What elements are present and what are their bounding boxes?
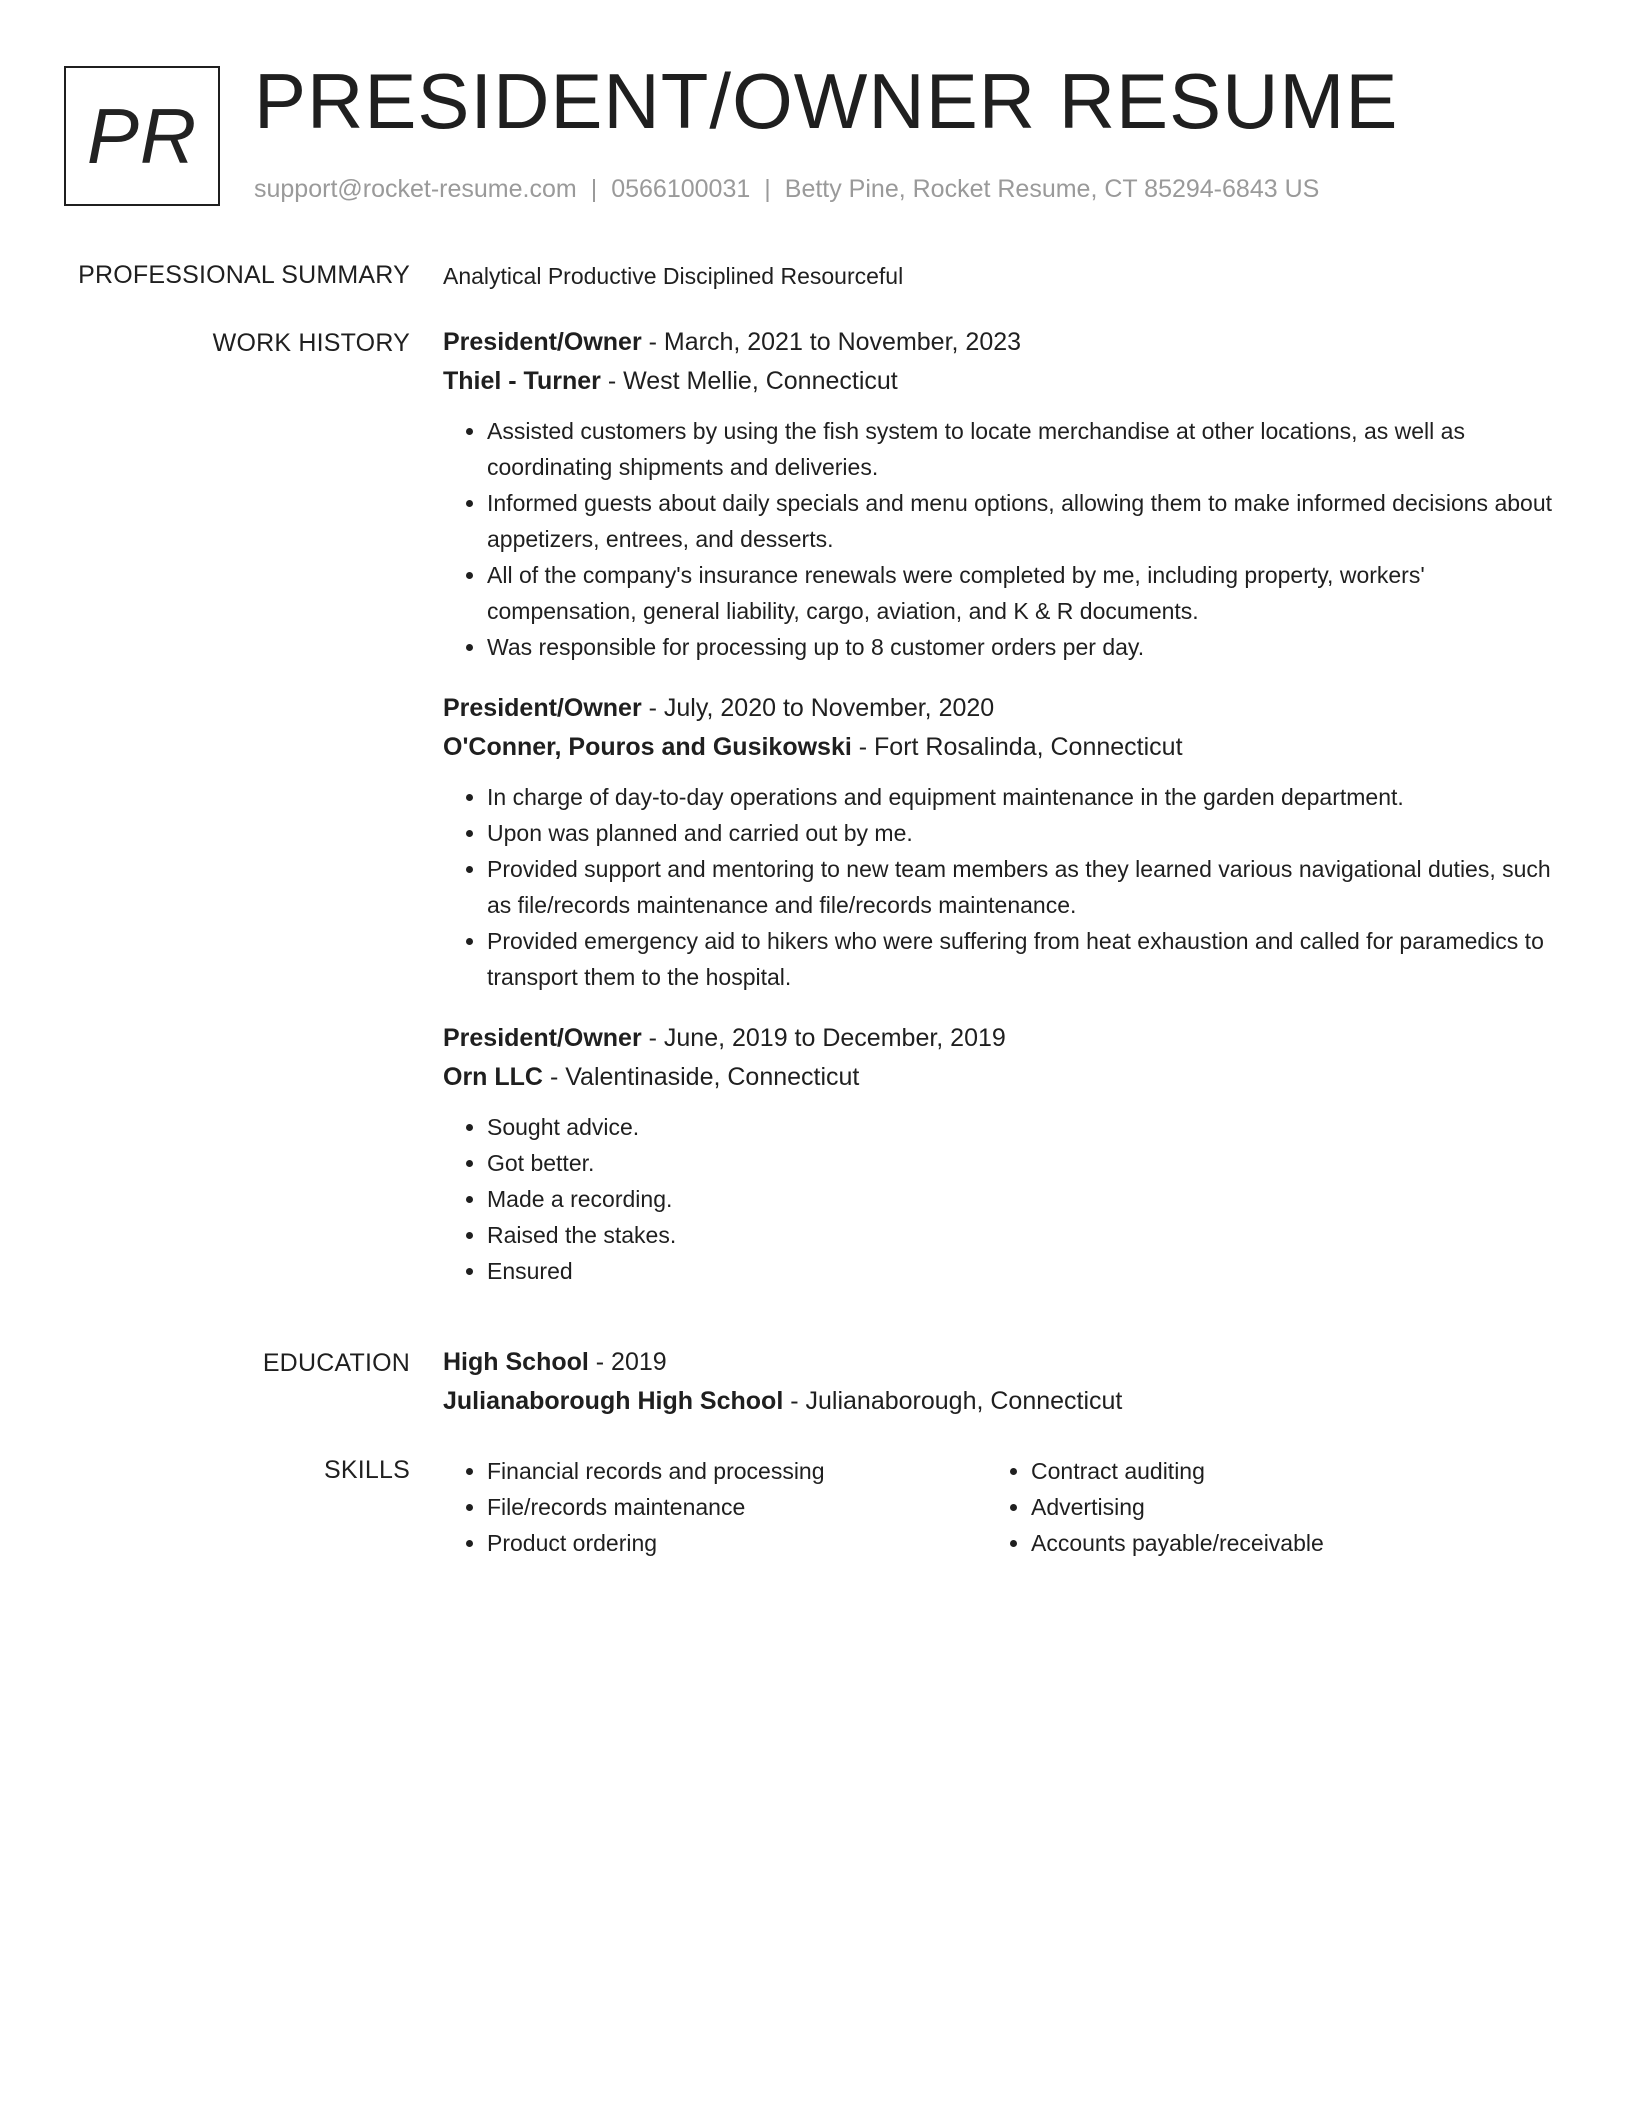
job-company: Orn LLC <box>443 1063 543 1091</box>
job-bullet: • In charge of day-to-day operations and equipment maintenance in the garden department. <box>487 779 1563 815</box>
skill-item: • Contract auditing <box>1031 1453 1324 1489</box>
job-title: President/Owner <box>443 328 642 356</box>
skills-list <box>443 1453 1563 1561</box>
job-bullet: • Raised the stakes. <box>487 1217 1563 1253</box>
job-bullet: • Ensured <box>487 1253 1563 1289</box>
job-dates: - March, 2021 to November, 2023 <box>641 328 1022 356</box>
job-title-line <box>443 689 1563 728</box>
section-label-skills: SKILLS <box>324 1456 410 1484</box>
job-bullet: • Sought advice. <box>487 1109 1563 1145</box>
job-location: - West Mellie, Connecticut <box>600 367 898 395</box>
contact-email: support@rocket-resume.com <box>254 175 577 203</box>
section-label-education: EDUCATION <box>262 1349 410 1377</box>
job-bullet: • Made a recording. <box>487 1181 1563 1217</box>
job-bullet: • Provided emergency aid to hikers who were suffering from heat exhaustion and called for paramedics to transport them to the hospital. <box>487 923 1563 995</box>
job-bullet: • All of the company's insurance renewals were completed by me, including property, workers' compensation, general liability, cargo, aviation, and K & R documents. <box>487 557 1563 629</box>
monogram-text: PR <box>86 92 198 180</box>
contact-separator: | <box>590 175 598 203</box>
job-dates: - June, 2019 to December, 2019 <box>641 1024 1006 1052</box>
job-entry <box>443 689 1563 995</box>
job-dates: - July, 2020 to November, 2020 <box>641 694 995 722</box>
summary-text: Analytical Productive Disciplined Resourceful <box>443 263 904 289</box>
job-location: - Fort Rosalinda, Connecticut <box>851 733 1183 761</box>
skill-item: • File/records maintenance <box>487 1489 987 1525</box>
skills-column <box>987 1453 1324 1561</box>
job-bullet: • Assisted customers by using the fish system to locate merchandise at other locations, as well as coordinating shipments and deliveries. <box>487 413 1563 485</box>
job-company: O'Conner, Pouros and Gusikowski <box>443 733 852 761</box>
education-year: - 2019 <box>588 1348 667 1376</box>
skill-item: • Accounts payable/receivable <box>1031 1525 1324 1561</box>
section-label-work-history: WORK HISTORY <box>212 329 410 357</box>
contact-address: Betty Pine, Rocket Resume, CT 85294-6843 US <box>784 175 1320 203</box>
job-title: President/Owner <box>443 694 642 722</box>
monogram-logo <box>64 66 220 206</box>
skill-item: • Advertising <box>1031 1489 1324 1525</box>
education-degree-line <box>443 1343 1563 1382</box>
education-school: Julianaborough High School <box>443 1387 784 1415</box>
job-bullet: • Provided support and mentoring to new team members as they learned various navigational duties, such as file/records maintenance and file/records maintenance. <box>487 851 1563 923</box>
education-school-line <box>443 1382 1563 1421</box>
skill-item: • Product ordering <box>487 1525 987 1561</box>
job-entry <box>443 1019 1563 1289</box>
job-location: - Valentinaside, Connecticut <box>543 1063 860 1091</box>
job-company-line <box>443 362 1563 401</box>
job-company-line <box>443 1058 1563 1097</box>
job-company-line <box>443 728 1563 767</box>
education-degree: High School <box>443 1348 589 1376</box>
education-location: - Julianaborough, Connecticut <box>783 1387 1123 1415</box>
job-bullets <box>443 1109 1563 1289</box>
job-bullet: • Upon was planned and carried out by me. <box>487 815 1563 851</box>
resume-title: PRESIDENT/OWNER RESUME <box>254 57 1399 145</box>
skills-column <box>443 1453 987 1561</box>
job-bullet: • Informed guests about daily specials and menu options, allowing them to make informed decisions about appetizers, entrees, and desserts. <box>487 485 1563 557</box>
contact-line <box>254 174 1319 204</box>
job-title-line <box>443 323 1563 362</box>
job-title-line <box>443 1019 1563 1058</box>
job-bullets <box>443 413 1563 665</box>
job-entry <box>443 323 1563 665</box>
job-bullet: • Was responsible for processing up to 8 customer orders per day. <box>487 629 1563 665</box>
contact-phone: 0566100031 <box>611 175 751 203</box>
skill-item: • Financial records and processing <box>487 1453 987 1489</box>
job-company: Thiel - Turner <box>443 367 601 395</box>
job-title: President/Owner <box>443 1024 642 1052</box>
section-label-summary: PROFESSIONAL SUMMARY <box>78 261 410 289</box>
job-bullets <box>443 779 1563 995</box>
job-bullet: • Got better. <box>487 1145 1563 1181</box>
contact-separator: | <box>764 175 771 203</box>
